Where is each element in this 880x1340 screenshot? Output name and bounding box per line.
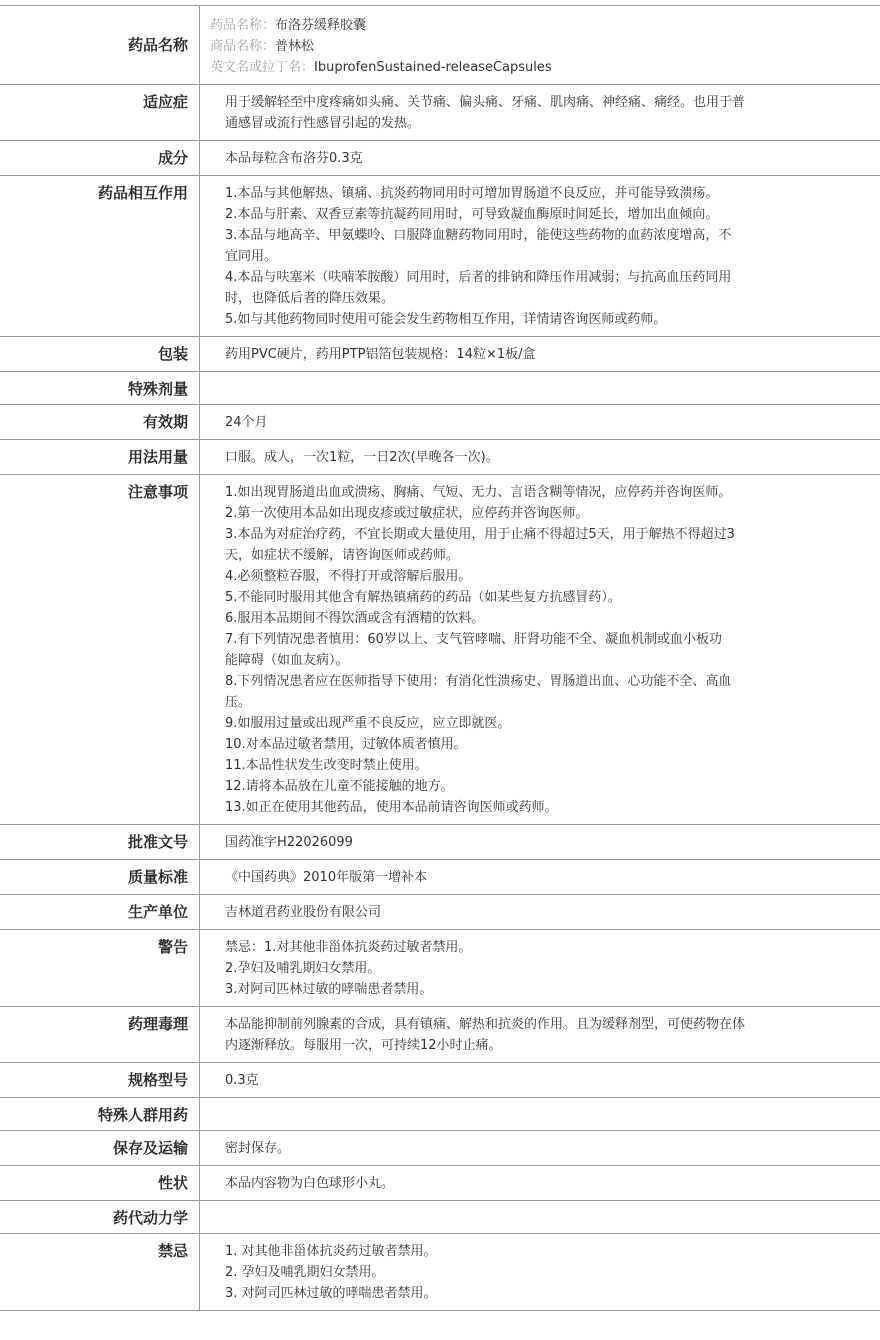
value-line: 8.下列情况患者应在医师指导下使用：有消化性溃疡史、胃肠道出血、心功能不全、高血 bbox=[225, 674, 732, 689]
row-value bbox=[200, 405, 880, 439]
value-line: 《中国药典》2010年版第一增补本 bbox=[225, 870, 428, 885]
value-line: 4.本品与呋塞米（呋喃苯胺酸）同用时，后者的排钠和降压作用减弱；与抗高血压药同用 bbox=[225, 270, 732, 285]
row-label: 质量标准 bbox=[0, 860, 200, 894]
row-pharmacokinetics bbox=[0, 1201, 880, 1234]
row-value bbox=[200, 1063, 880, 1097]
row-value bbox=[200, 1007, 880, 1062]
row-manufacturer bbox=[0, 895, 880, 930]
name-entry bbox=[210, 57, 790, 78]
name-entry bbox=[210, 36, 790, 57]
row-value bbox=[200, 825, 880, 859]
row-ingredients bbox=[0, 141, 880, 176]
row-approval bbox=[0, 825, 880, 860]
row-label: 成分 bbox=[0, 141, 200, 175]
value-line: 1.如出现胃肠道出血或溃疡、胸痛、气短、无力、言语含糊等情况，应停药并咨询医师。 bbox=[225, 485, 732, 500]
value-line: 0.3克 bbox=[225, 1073, 259, 1088]
row-value bbox=[200, 141, 880, 175]
row-label: 性状 bbox=[0, 1166, 200, 1200]
row-value bbox=[200, 1234, 880, 1310]
row-interactions bbox=[0, 176, 880, 337]
row-label: 警告 bbox=[0, 930, 200, 1006]
value-line: 本品每粒含布洛芬0.3克 bbox=[225, 151, 363, 166]
value-line: 1.本品与其他解热、镇痛、抗炎药物同用时可增加胃肠道不良反应，并可能导致溃疡。 bbox=[225, 186, 719, 201]
row-value bbox=[200, 176, 880, 336]
row-label: 保存及运输 bbox=[0, 1131, 200, 1165]
row-label: 禁忌 bbox=[0, 1234, 200, 1310]
value-line: 11.本品性状发生改变时禁止使用。 bbox=[225, 758, 428, 773]
name-entry-key: 英文名或拉丁名： bbox=[210, 60, 315, 75]
row-value bbox=[200, 337, 880, 371]
row-value bbox=[200, 895, 880, 929]
row-value bbox=[200, 930, 880, 1006]
value-line: 1. 对其他非甾体抗炎药过敏者禁用。 bbox=[225, 1244, 437, 1259]
row-value bbox=[200, 1201, 880, 1233]
value-line: 2.孕妇及哺乳期妇女禁用。 bbox=[225, 961, 381, 976]
value-line: 通感冒或流行性感冒引起的发热。 bbox=[225, 116, 421, 131]
row-value bbox=[200, 1131, 880, 1165]
row-spec bbox=[0, 1063, 880, 1098]
row-storage bbox=[0, 1131, 880, 1166]
value-line: 12.请将本品放在儿童不能接触的地方。 bbox=[225, 779, 454, 794]
row-value bbox=[200, 440, 880, 474]
value-line: 5.如与其他药物同时使用可能会发生药物相互作用，详情请咨询医师或药师。 bbox=[225, 312, 667, 327]
value-line: 内逐渐释放。每服用一次，可持续12小时止痛。 bbox=[225, 1038, 502, 1053]
row-warning bbox=[0, 930, 880, 1007]
row-label: 批准文号 bbox=[0, 825, 200, 859]
name-entry-key: 药品名称： bbox=[210, 18, 276, 33]
value-line: 吉林道君药业股份有限公司 bbox=[225, 905, 382, 920]
row-value bbox=[200, 85, 880, 140]
row-pharmacology bbox=[0, 1007, 880, 1063]
row-value bbox=[200, 860, 880, 894]
value-line: 13.如正在使用其他药品，使用本品前请咨询医师或药师。 bbox=[225, 800, 558, 815]
value-line: 时，也降低后者的降压效果。 bbox=[225, 291, 395, 306]
value-line: 9.如服用过量或出现严重不良反应，应立即就医。 bbox=[225, 716, 511, 731]
row-name bbox=[0, 6, 880, 85]
value-line: 3.本品与地高辛、甲氨蝶呤、口服降血糖药物同用时，能使这些药物的血药浓度增高，不 bbox=[225, 228, 732, 243]
row-label: 特殊剂量 bbox=[0, 372, 200, 404]
value-line: 天，如症状不缓解，请咨询医师或药师。 bbox=[225, 548, 460, 563]
value-line: 3. 对阿司匹林过敏的哮喘患者禁用。 bbox=[225, 1286, 437, 1301]
row-label: 药品名称 bbox=[0, 6, 200, 84]
name-entry-value: IbuprofenSustained-releaseCapsules bbox=[314, 60, 552, 75]
row-label: 规格型号 bbox=[0, 1063, 200, 1097]
value-line: 药用PVC硬片，药用PTP铝箔包装规格：14粒×1板/盒 bbox=[225, 347, 536, 362]
name-entry-key: 商品名称： bbox=[210, 39, 276, 54]
value-line: 本品内容物为白色球形小丸。 bbox=[225, 1176, 395, 1191]
value-line: 3.本品为对症治疗药，不宜长期或大量使用，用于止痛不得超过5天，用于解热不得超过3 bbox=[225, 527, 735, 542]
row-value bbox=[200, 6, 880, 84]
value-line: 压。 bbox=[225, 695, 252, 710]
value-line: 能障碍（如血友病）。 bbox=[225, 653, 349, 668]
row-validity bbox=[0, 405, 880, 440]
value-line: 4.必须整粒吞服，不得打开或溶解后服用。 bbox=[225, 569, 472, 584]
row-special-dosage bbox=[0, 372, 880, 405]
value-line: 6.服用本品期间不得饮酒或含有酒精的饮料。 bbox=[225, 611, 485, 626]
value-line: 24个月 bbox=[225, 415, 268, 430]
name-entry-value: 布洛芬缓释胶囊 bbox=[275, 18, 367, 33]
row-label: 药代动力学 bbox=[0, 1201, 200, 1233]
row-label: 用法用量 bbox=[0, 440, 200, 474]
value-line: 2. 孕妇及哺乳期妇女禁用。 bbox=[225, 1265, 385, 1280]
value-line: 禁忌：1.对其他非甾体抗炎药过敏者禁用。 bbox=[225, 940, 472, 955]
row-usage bbox=[0, 440, 880, 475]
row-contraindications bbox=[0, 1234, 880, 1311]
row-label: 适应症 bbox=[0, 85, 200, 140]
row-appearance bbox=[0, 1166, 880, 1201]
value-line: 密封保存。 bbox=[225, 1141, 291, 1156]
row-label: 包装 bbox=[0, 337, 200, 371]
name-entry-value: 普林松 bbox=[275, 39, 315, 54]
row-value bbox=[200, 372, 880, 404]
row-value bbox=[200, 1166, 880, 1200]
row-packaging bbox=[0, 337, 880, 372]
value-line: 国药准字H22026099 bbox=[225, 835, 353, 850]
row-indications bbox=[0, 85, 880, 141]
value-line: 10.对本品过敏者禁用，过敏体质者慎用。 bbox=[225, 737, 467, 752]
row-label: 生产单位 bbox=[0, 895, 200, 929]
row-value bbox=[200, 475, 880, 824]
value-line: 3.对阿司匹林过敏的哮喘患者禁用。 bbox=[225, 982, 433, 997]
row-label: 药品相互作用 bbox=[0, 176, 200, 336]
value-line: 用于缓解轻至中度疼痛如头痛、关节痛、偏头痛、牙痛、肌肉痛、神经痛、痛经。也用于普 bbox=[225, 95, 746, 110]
row-label: 特殊人群用药 bbox=[0, 1098, 200, 1130]
row-precautions bbox=[0, 475, 880, 825]
value-line: 7.有下列情况患者慎用：60岁以上、支气管哮喘、肝肾功能不全、凝血机制或血小板功 bbox=[225, 632, 722, 647]
value-line: 2.本品与肝素、双香豆素等抗凝药同用时，可导致凝血酶原时间延长，增加出血倾向。 bbox=[225, 207, 719, 222]
value-line: 2.第一次使用本品如出现皮疹或过敏症状，应停药并咨询医师。 bbox=[225, 506, 589, 521]
row-label: 药理毒理 bbox=[0, 1007, 200, 1062]
value-line: 口服。成人，一次1粒，一日2次(早晚各一次)。 bbox=[225, 450, 499, 465]
row-label: 有效期 bbox=[0, 405, 200, 439]
value-line: 5.不能同时服用其他含有解热镇痛药的药品（如某些复方抗感冒药）。 bbox=[225, 590, 621, 605]
row-value bbox=[200, 1098, 880, 1130]
row-label: 注意事项 bbox=[0, 475, 200, 824]
row-special-groups bbox=[0, 1098, 880, 1131]
value-line: 本品能抑制前列腺素的合成，具有镇痛、解热和抗炎的作用。且为缓释剂型，可使药物在体 bbox=[225, 1017, 746, 1032]
row-standard bbox=[0, 860, 880, 895]
drug-info-table bbox=[0, 5, 880, 1311]
value-line: 宜同用。 bbox=[225, 249, 278, 264]
name-entry bbox=[210, 15, 790, 36]
